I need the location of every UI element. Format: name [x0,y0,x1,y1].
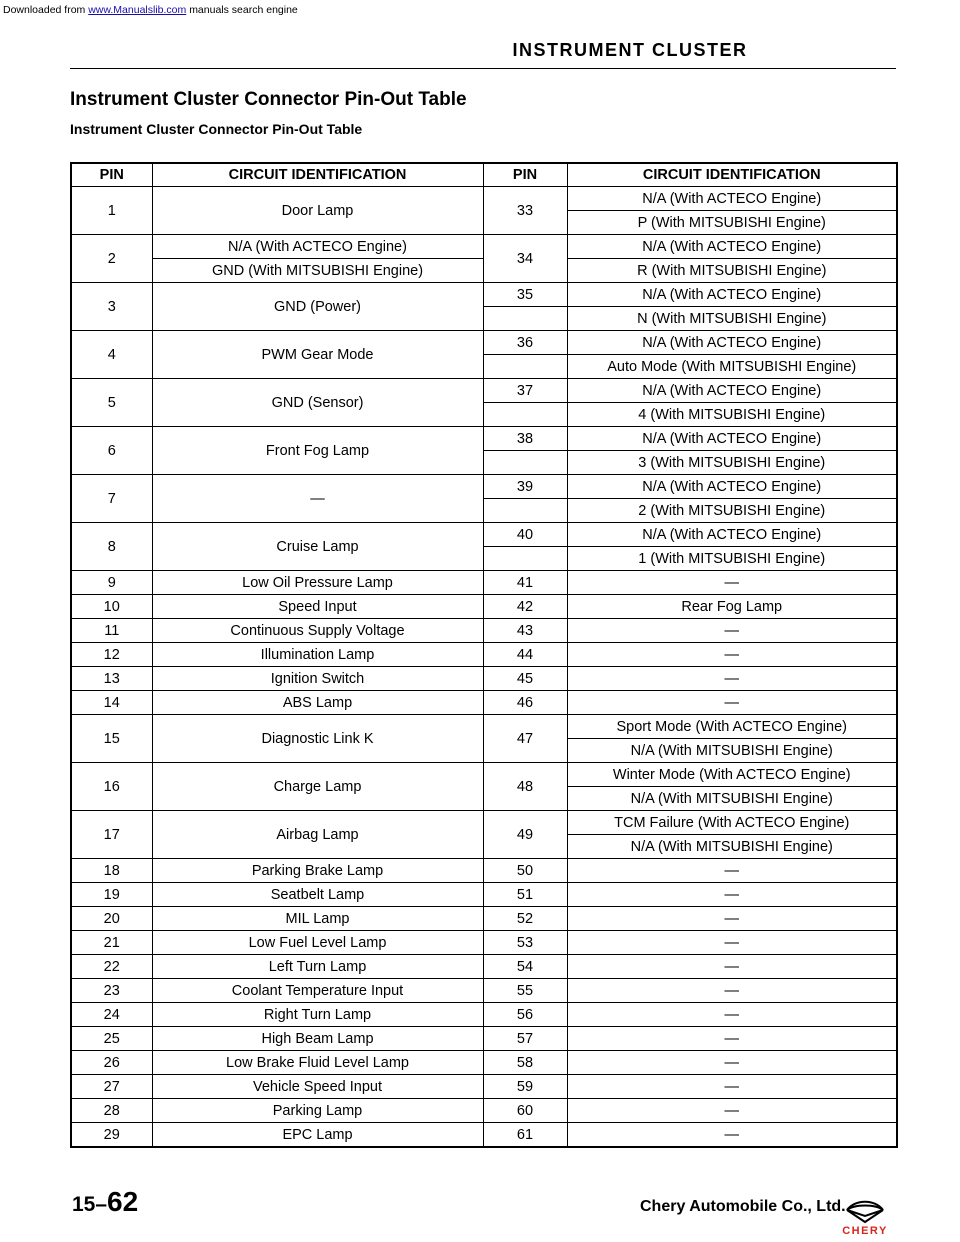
pin-right-cell: 51 [483,883,567,907]
pin-right-cell: 53 [483,931,567,955]
circuit-right-cell: N/A (With ACTECO Engine) [567,331,897,355]
circuit-left-cell: MIL Lamp [152,907,483,931]
circuit-left-cell: Right Turn Lamp [152,1003,483,1027]
pin-left-cell: 29 [71,1123,152,1148]
pin-right-cell [483,355,567,379]
pin-right-cell: 35 [483,283,567,307]
pin-right-cell: 61 [483,1123,567,1148]
pin-right-cell: 36 [483,331,567,355]
circuit-right-cell: — [567,1075,897,1099]
header-pin-right: PIN [483,163,567,187]
pin-left-cell: 9 [71,571,152,595]
pin-right-cell: 39 [483,475,567,499]
circuit-left-cell: Parking Brake Lamp [152,859,483,883]
pin-right-cell [483,451,567,475]
table-caption: Instrument Cluster Connector Pin-Out Table [70,121,363,137]
table-row [71,811,897,835]
pin-right-cell [483,307,567,331]
circuit-right-cell: — [567,643,897,667]
table-row [71,1027,897,1051]
company-name: Chery Automobile Co., Ltd. [640,1198,846,1215]
pin-right-cell: 58 [483,1051,567,1075]
circuit-right-cell: 3 (With MITSUBISHI Engine) [567,451,897,475]
circuit-right-cell: — [567,571,897,595]
circuit-left-cell: Cruise Lamp [152,523,483,571]
table-row [71,691,897,715]
circuit-right-cell: N/A (With ACTECO Engine) [567,235,897,259]
circuit-right-cell: N/A (With MITSUBISHI Engine) [567,787,897,811]
table-row [71,1003,897,1027]
circuit-right-cell: P (With MITSUBISHI Engine) [567,211,897,235]
pin-left-cell: 13 [71,667,152,691]
page-title: Instrument Cluster Connector Pin-Out Table [70,89,467,110]
circuit-right-cell: N/A (With MITSUBISHI Engine) [567,739,897,763]
header-circuit-right: CIRCUIT IDENTIFICATION [567,163,897,187]
pin-left-cell: 18 [71,859,152,883]
table-row [71,763,897,787]
pin-left-cell: 24 [71,1003,152,1027]
header-circuit-left: CIRCUIT IDENTIFICATION [152,163,483,187]
table-row [71,523,897,547]
table-row [71,1051,897,1075]
section-header: INSTRUMENT CLUSTER [512,40,748,60]
circuit-left-cell: N/A (With ACTECO Engine) [152,235,483,259]
table-row [71,475,897,499]
circuit-left-cell: Vehicle Speed Input [152,1075,483,1099]
pin-right-cell: 46 [483,691,567,715]
circuit-left-cell: Coolant Temperature Input [152,979,483,1003]
circuit-left-cell: GND (Sensor) [152,379,483,427]
pin-right-cell: 47 [483,715,567,763]
circuit-left-cell: PWM Gear Mode [152,331,483,379]
chery-logo [835,1196,895,1236]
pin-left-cell: 20 [71,907,152,931]
circuit-right-cell: Auto Mode (With MITSUBISHI Engine) [567,355,897,379]
pin-right-cell: 40 [483,523,567,547]
pin-left-cell: 4 [71,331,152,379]
circuit-right-cell: — [567,1099,897,1123]
circuit-left-cell: Charge Lamp [152,763,483,811]
circuit-right-cell: N/A (With MITSUBISHI Engine) [567,835,897,859]
pin-left-cell: 5 [71,379,152,427]
circuit-right-cell: Sport Mode (With ACTECO Engine) [567,715,897,739]
table-row [71,283,897,307]
table-body [71,187,897,1148]
circuit-right-cell: 1 (With MITSUBISHI Engine) [567,547,897,571]
pin-left-cell: 28 [71,1099,152,1123]
chery-logo-emblem [847,1202,883,1222]
pin-right-cell [483,499,567,523]
pin-left-cell: 26 [71,1051,152,1075]
pin-right-cell: 38 [483,427,567,451]
table-row [71,859,897,883]
pin-left-cell: 6 [71,427,152,475]
table-row [71,1123,897,1148]
circuit-right-cell: Winter Mode (With ACTECO Engine) [567,763,897,787]
circuit-left-cell: Diagnostic Link K [152,715,483,763]
circuit-left-cell: Parking Lamp [152,1099,483,1123]
circuit-left-cell: Illumination Lamp [152,643,483,667]
table-row [71,907,897,931]
circuit-right-cell: — [567,1003,897,1027]
table-row [71,187,897,211]
circuit-right-cell: 4 (With MITSUBISHI Engine) [567,403,897,427]
circuit-left-cell: Speed Input [152,595,483,619]
pin-left-cell: 22 [71,955,152,979]
pin-right-cell: 60 [483,1099,567,1123]
circuit-right-cell: N/A (With ACTECO Engine) [567,283,897,307]
circuit-right-cell: — [567,1123,897,1148]
circuit-right-cell: N/A (With ACTECO Engine) [567,523,897,547]
table-row [71,979,897,1003]
table-row [71,715,897,739]
circuit-left-cell: — [152,475,483,523]
table-header-row [71,163,897,187]
circuit-right-cell: — [567,1051,897,1075]
pinout-table [70,162,898,1148]
pin-right-cell [483,403,567,427]
circuit-right-cell: 2 (With MITSUBISHI Engine) [567,499,897,523]
pin-left-cell: 25 [71,1027,152,1051]
pin-left-cell: 12 [71,643,152,667]
circuit-left-cell: Airbag Lamp [152,811,483,859]
pin-right-cell [483,547,567,571]
circuit-right-cell: — [567,883,897,907]
pin-right-cell: 55 [483,979,567,1003]
circuit-left-cell: Low Brake Fluid Level Lamp [152,1051,483,1075]
pin-right-cell: 41 [483,571,567,595]
page-num: 62 [107,1186,139,1217]
circuit-right-cell: — [567,979,897,1003]
circuit-right-cell: — [567,691,897,715]
table-row [71,1075,897,1099]
circuit-left-cell: ABS Lamp [152,691,483,715]
banner-suffix: manuals search engine [189,4,298,16]
circuit-right-cell: — [567,931,897,955]
table-row [71,1099,897,1123]
pin-right-cell: 48 [483,763,567,811]
pin-right-cell: 37 [483,379,567,403]
manualslib-link[interactable]: www.Manualslib.com [88,4,187,16]
circuit-right-cell: R (With MITSUBISHI Engine) [567,259,897,283]
pin-right-cell: 33 [483,187,567,235]
pin-left-cell: 19 [71,883,152,907]
pin-right-cell: 56 [483,1003,567,1027]
circuit-left-cell: Continuous Supply Voltage [152,619,483,643]
circuit-right-cell: N/A (With ACTECO Engine) [567,187,897,211]
pin-left-cell: 7 [71,475,152,523]
header-divider [70,68,896,69]
pin-left-cell: 15 [71,715,152,763]
pin-right-cell: 42 [483,595,567,619]
pin-right-cell: 50 [483,859,567,883]
pin-right-cell: 34 [483,235,567,283]
banner-prefix: Downloaded from [3,4,86,16]
circuit-left-cell: Front Fog Lamp [152,427,483,475]
pin-left-cell: 10 [71,595,152,619]
pin-left-cell: 2 [71,235,152,283]
page-number [72,1186,138,1218]
table-row [71,931,897,955]
circuit-right-cell: Rear Fog Lamp [567,595,897,619]
circuit-left-cell: Door Lamp [152,187,483,235]
pin-right-cell: 44 [483,643,567,667]
table-row [71,619,897,643]
table-row [71,427,897,451]
chery-logo-text: CHERY [842,1225,888,1236]
circuit-left-cell: EPC Lamp [152,1123,483,1148]
table-row [71,235,897,259]
pin-right-cell: 57 [483,1027,567,1051]
download-banner [0,0,960,20]
header-pin-left: PIN [71,163,152,187]
pin-right-cell: 43 [483,619,567,643]
table-row [71,571,897,595]
pin-left-cell: 23 [71,979,152,1003]
pin-left-cell: 21 [71,931,152,955]
circuit-right-cell: — [567,859,897,883]
circuit-right-cell: — [567,1027,897,1051]
circuit-right-cell: N/A (With ACTECO Engine) [567,427,897,451]
circuit-left-cell: GND (Power) [152,283,483,331]
table-row [71,331,897,355]
table-row [71,667,897,691]
circuit-left-cell: Low Oil Pressure Lamp [152,571,483,595]
pin-right-cell: 49 [483,811,567,859]
circuit-left-cell: Low Fuel Level Lamp [152,931,483,955]
pin-right-cell: 45 [483,667,567,691]
pin-left-cell: 16 [71,763,152,811]
table-row [71,643,897,667]
circuit-right-cell: — [567,619,897,643]
pin-left-cell: 27 [71,1075,152,1099]
pin-right-cell: 54 [483,955,567,979]
circuit-left-cell: High Beam Lamp [152,1027,483,1051]
circuit-right-cell: — [567,955,897,979]
pin-left-cell: 3 [71,283,152,331]
pin-right-cell: 59 [483,1075,567,1099]
circuit-right-cell: TCM Failure (With ACTECO Engine) [567,811,897,835]
pin-left-cell: 1 [71,187,152,235]
circuit-right-cell: — [567,907,897,931]
circuit-right-cell: — [567,667,897,691]
circuit-left-cell: Seatbelt Lamp [152,883,483,907]
chapter-number: 15– [72,1193,108,1216]
circuit-left-cell: GND (With MITSUBISHI Engine) [152,259,483,283]
table-row [71,595,897,619]
pin-right-cell: 52 [483,907,567,931]
circuit-left-cell: Left Turn Lamp [152,955,483,979]
pin-left-cell: 17 [71,811,152,859]
table-row [71,379,897,403]
pin-left-cell: 11 [71,619,152,643]
circuit-right-cell: N/A (With ACTECO Engine) [567,475,897,499]
pin-left-cell: 8 [71,523,152,571]
circuit-right-cell: N (With MITSUBISHI Engine) [567,307,897,331]
circuit-left-cell: Ignition Switch [152,667,483,691]
table-row [71,955,897,979]
pin-left-cell: 14 [71,691,152,715]
circuit-right-cell: N/A (With ACTECO Engine) [567,379,897,403]
table-row [71,883,897,907]
